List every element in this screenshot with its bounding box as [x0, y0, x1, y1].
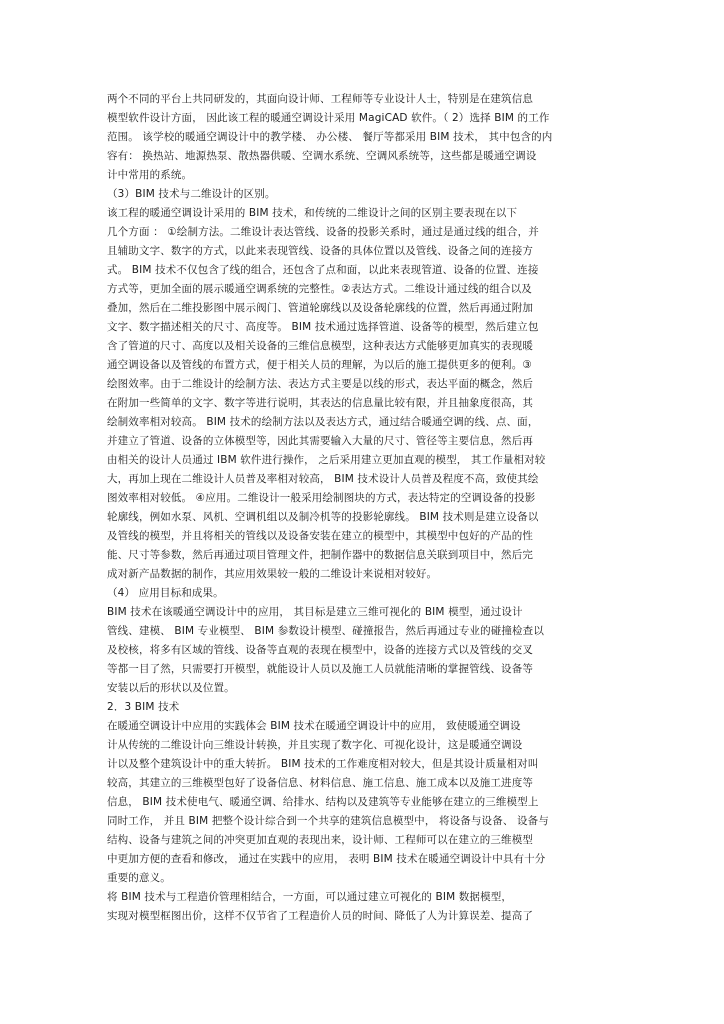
text-line: 轮廓线，例如水泵、风机、空调机组以及制冷机等的投影轮廓线。 BIM 技术则是建立设备以 — [107, 511, 539, 523]
text-line: 实现对模型框图出价，这样不仅节省了工程造价人员的时间、降低了人为计算误差、提高了 — [107, 910, 533, 922]
text-line: 图效率相对较低。 ④应用。二维设计一般采用绘制图块的方式，表达特定的空调设备的投影 — [107, 492, 536, 504]
text-line: 几个方面 ： ①绘制方法。二维设计表达管线、设备的投影关系时，通过是通过线的组合，并 — [107, 226, 539, 238]
section-heading: （4） 应用目标和成果。 — [107, 587, 224, 599]
text-line: 信息， BIM 技术使电气、暖通空调、给排水、结构以及建筑等专业能够在建立的三维模型上 — [107, 796, 539, 808]
text-line: 叠加，然后在二维投影图中展示阀门、管道轮廓线以及设备轮廓线的位置，然后再通过附加 — [107, 302, 533, 314]
text-line: 该工程的暖通空调设计采用的 BIM 技术，和传统的二维设计之间的区别主要表现在以下 — [107, 207, 518, 219]
text-line: 同时工作， 并且 BIM 把整个设计综合到一个共享的建筑信息模型中， 将设备与设备、 设备与 — [107, 815, 549, 827]
text-line: 及管线的模型，并且将相关的管线以及设备安装在建立的模型中，其模型中包好的产品的性 — [107, 530, 533, 542]
text-line: 安装以后的形状以及位置。 — [107, 682, 235, 694]
text-line: 计以及整个建筑设计中的重大转折。 BIM 技术的工作难度相对较大，但是其设计质量相对叫 — [107, 758, 539, 770]
text-line: 方式等，更加全面的展示暖通空调系统的完整性。②表达方式。二维设计通过线的组合以及 — [107, 283, 532, 295]
text-line: 计从传统的二维设计向三维设计转换，并且实现了数字化、可视化设计，这是暖通空调设 — [107, 739, 523, 751]
text-line: 及校核，将多有区域的管线、设备等直观的表现在模型中，设备的连接方式以及管线的交叉 — [107, 644, 533, 656]
text-line: 通空调设备以及管线的布置方式，便于相关人员的理解，为以后的施工提供更多的便利。③ — [107, 359, 532, 371]
text-line: 范围。 该学校的暖通空调设计中的教学楼、 办公楼、 餐厅等都采用 BIM 技术， 其中包含的内 — [107, 131, 553, 143]
text-line: 中更加方便的查看和修改， 通过在实践中的应用， 表明 BIM 技术在暖通空调设计中具有十分 — [107, 853, 546, 865]
text-line: 重要的意义。 — [107, 872, 171, 884]
text-line: 绘制效率相对较高。 BIM 技术的绘制方法以及表达方式，通过结合暖通空调的线、点、面， — [107, 416, 539, 428]
text-line: 计中常用的系统。 — [107, 169, 193, 181]
text-line: 成对新产品数据的制作，其应用效果较一般的二维设计来说相对较好。 — [107, 568, 438, 580]
text-line: 含了管道的尺寸、高度以及相关设备的三维信息模型，这种表达方式能够更加真实的表现暖 — [107, 340, 533, 352]
text-line: 容有： 换热站、地源热泵、散热器供暖、空调水系统、空调风系统等，这些都是暖通空调设 — [107, 150, 537, 162]
text-line: 文字、数字描述相关的尺寸、高度等。 BIM 技术通过选择管道、设备等的模型，然后建立包 — [107, 321, 539, 333]
text-line: 由相关的设计人员通过 IBM 软件进行操作， 之后采用建立更加直观的模型， 其工作量相对较 — [107, 454, 546, 466]
text-line: 将 BIM 技术与工程造价管理相结合，一方面，可以通过建立可视化的 BIM 数据模型， — [107, 891, 513, 903]
text-line: BIM 技术在该暖通空调设计中的应用， 其目标是建立三维可视化的 BIM 模型，通过设计 — [107, 606, 523, 618]
section-heading: （3）BIM 技术与二维设计的区别。 — [107, 188, 276, 200]
text-line: 绘图效率。由于二维设计的绘制方法、表达方式主要是以线的形式，表达平面的概念，然后 — [107, 378, 533, 390]
text-line: 式。 BIM 技术不仅包含了线的组合，还包含了点和面，以此来表现管道、设备的位置、连接 — [107, 264, 539, 276]
text-line: 等都一目了然，只需要打开模型，就能设计人员以及施工人员就能清晰的掌握管线、设备等 — [107, 663, 533, 675]
text-line: 结构、设备与建筑之间的冲突更加直观的表现出来，设计师、工程师可以在建立的三维模型 — [107, 834, 533, 846]
text-line: 在暖通空调设计中应用的实践体会 BIM 技术在暖通空调设计中的应用， 致使暖通空调设 — [107, 720, 521, 732]
text-line: 较高，其建立的三维模型包好了设备信息、材料信息、施工信息、施工成本以及施工进度等 — [107, 777, 533, 789]
text-line: 能、尺寸等参数，然后再通过项目管理文件，把制作器中的数据信息关联到项目中，然后完 — [107, 549, 533, 561]
text-line: 大，再加上现在二维设计人员普及率相对较高， BIM 技术设计人员普及程度不高，致使其绘 — [107, 473, 539, 485]
text-line: 并建立了管道、设备的立体模型等，因此其需要输入大量的尺寸、管径等主要信息，然后再 — [107, 435, 533, 447]
text-line: 两个不同的平台上共同研发的，其面向设计师、工程师等专业设计人士，特别是在建筑信息 — [107, 93, 533, 105]
text-line: 且辅助文字、数字的方式，以此来表现管线、设备的具体位置以及管线、设备之间的连接方 — [107, 245, 533, 257]
text-line: 在附加一些简单的文字、数字等进行说明，其表达的信息量比较有限，并且抽象度很高，其 — [107, 397, 533, 409]
text-line: 管线、建模、 BIM 专业模型、 BIM 参数设计模型、碰撞报告，然后再通过专业的碰撞检查以 — [107, 625, 544, 637]
section-heading: 2．3 BIM 技术 — [107, 701, 180, 713]
text-line: 模型软件设计方面， 因此该工程的暖通空调设计采用 MagiCAD 软件。（ 2）选择 BIM 的工作 — [107, 112, 550, 124]
